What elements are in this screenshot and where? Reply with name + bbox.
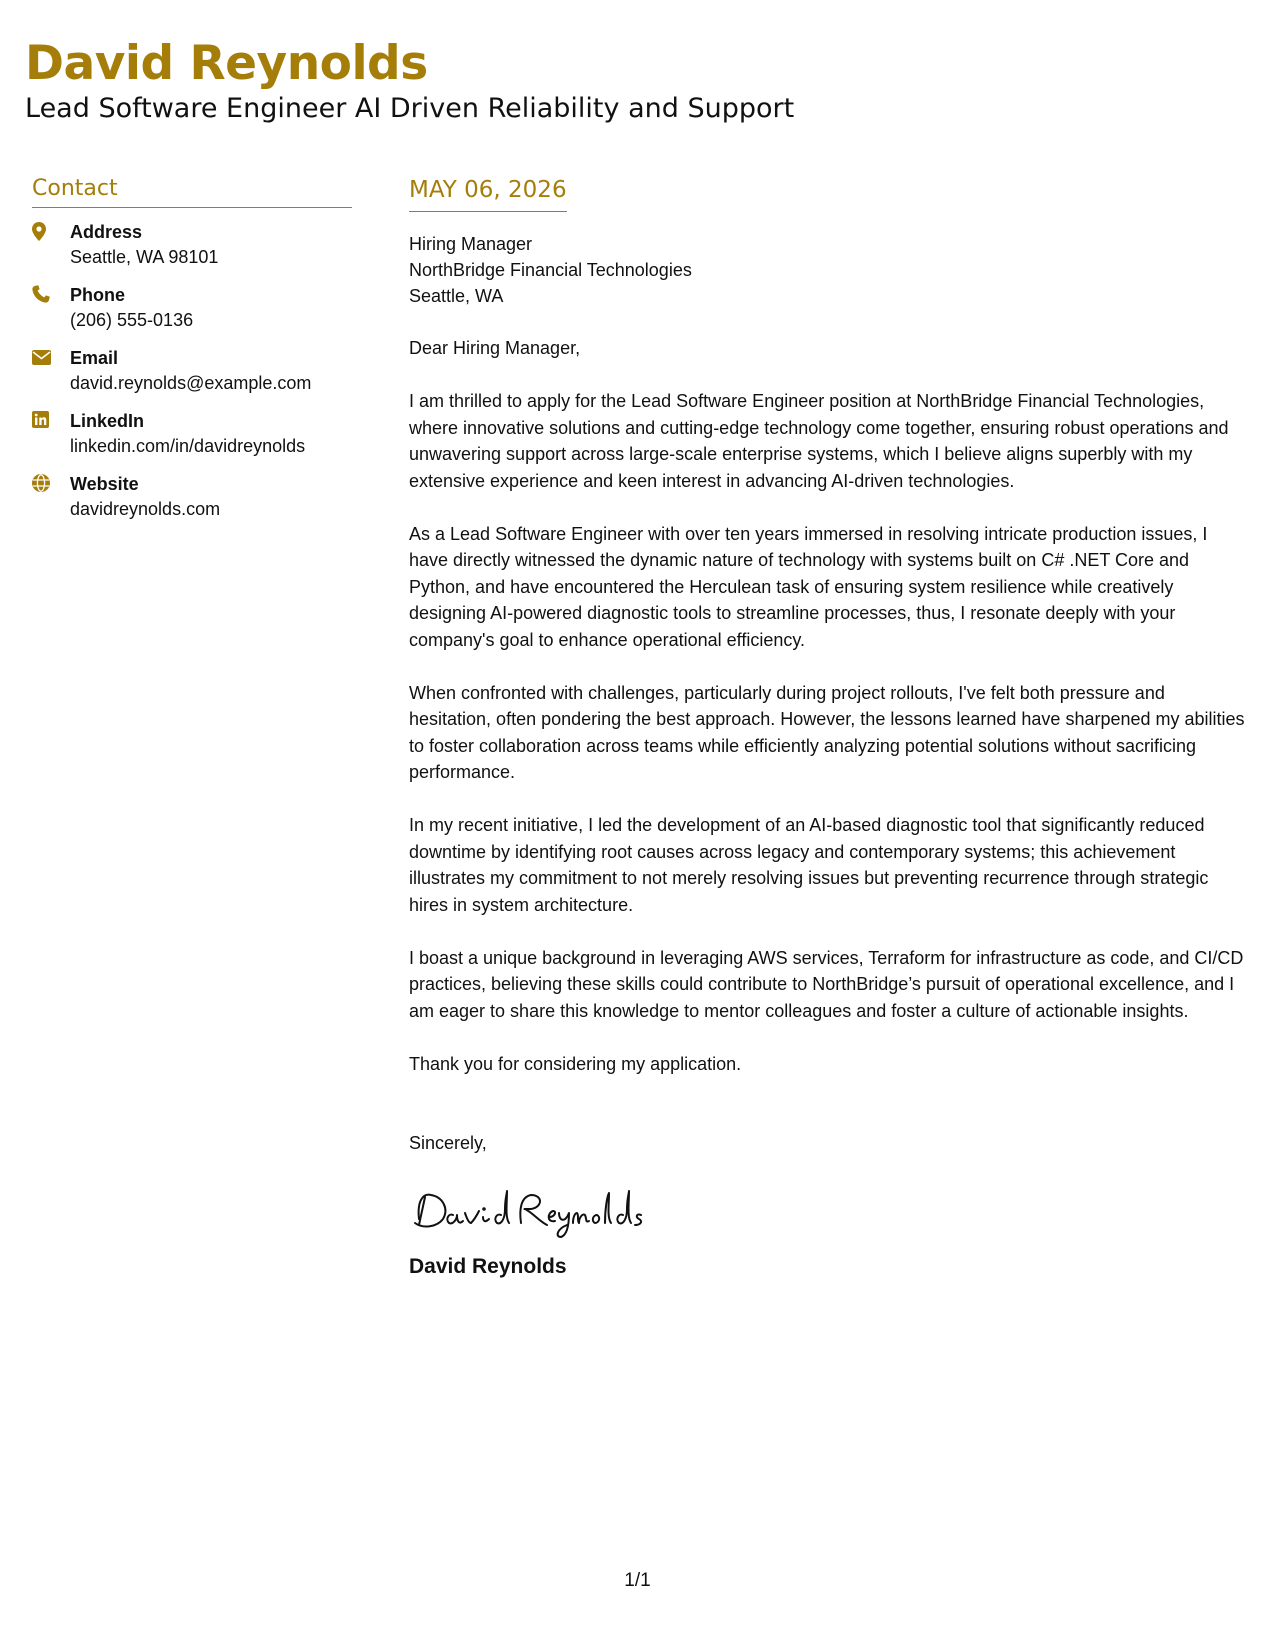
- contact-label: LinkedIn: [70, 411, 145, 431]
- contact-item-website: [32, 472, 352, 535]
- contact-value[interactable]: linkedin.com/in/davidreynolds: [70, 436, 306, 456]
- phone-icon: [32, 283, 70, 303]
- letter-body: [409, 175, 1249, 1281]
- recipient-line: NorthBridge Financial Technologies: [409, 260, 692, 280]
- contact-sidebar: [32, 175, 352, 535]
- linkedin-icon: [32, 409, 70, 428]
- contact-item-email: [32, 346, 352, 409]
- letter-date: MAY 06, 2026: [409, 177, 567, 203]
- contact-value[interactable]: davidreynolds.com: [70, 499, 221, 519]
- contact-value[interactable]: david.reynolds@example.com: [70, 373, 312, 393]
- page-number: 1/1: [624, 1570, 651, 1591]
- applicant-job-title: Lead Software Engineer AI Driven Reliability and Support: [25, 93, 795, 124]
- contact-item-address: [32, 220, 352, 283]
- contact-value: Seattle, WA 98101: [70, 247, 219, 267]
- handwritten-signature: [409, 1179, 1249, 1241]
- globe-icon: [32, 472, 70, 492]
- body-paragraph: In my recent initiative, I led the development of an AI-based diagnostic tool that significantly reduced downtime by identifying root causes across legacy and contemporary systems; this achievement illustrates my commitment to not merely resolving issues but preventing recurrence through strategic hires in system architecture.: [409, 815, 1209, 915]
- recipient-line: Hiring Manager: [409, 234, 533, 254]
- envelope-icon: [32, 346, 70, 365]
- contact-item-linkedin: [32, 409, 352, 472]
- contact-value: (206) 555-0136: [70, 310, 194, 330]
- contact-label: Address: [70, 222, 143, 242]
- body-paragraph: I boast a unique background in leveraging AWS services, Terraform for infrastructure as code, and CI/CD practices, believing these skills could contribute to NorthBridge’s pursuit of operational excellence, and I am eager to share this knowledge to mentor colleagues and foster a culture of actionable insights.: [409, 947, 1244, 1021]
- body-paragraph: When confronted with challenges, particularly during project rollouts, I've felt both pressure and hesitation, often pondering the best approach. However, the lessons learned have sharpened my abilities to foster collaboration across teams while efficiently analyzing potential solutions without sacrificing performance.: [409, 682, 1245, 782]
- map-pin-icon: [32, 220, 70, 241]
- contact-list: [32, 220, 352, 535]
- signed-name: David Reynolds: [409, 1254, 567, 1278]
- recipient-line: Seattle, WA: [409, 286, 504, 306]
- body-paragraph: Thank you for considering my application.: [409, 1053, 742, 1074]
- applicant-name: David Reynolds: [25, 36, 428, 91]
- contact-label: Email: [70, 348, 119, 368]
- date-block: [409, 175, 567, 212]
- body-paragraph: As a Lead Software Engineer with over ten years immersed in resolving intricate production issues, I have directly witnessed the dynamic nature of technology with systems built on C# .NET Core and Python, and have encountered the Herculean task of ensuring system resilience while creatively designing AI-powered diagnostic tools to streamline processes, thus, I resonate deeply with your company's goal to enhance operational efficiency.: [409, 523, 1208, 650]
- body-paragraph: I am thrilled to apply for the Lead Software Engineer position at NorthBridge Financial Technologies, where innovative solutions and cutting-edge technology come together, ensuring robust operations and unwavering support across large-scale enterprise systems, which I believe aligns superbly with my extensive experience and keen interest in advancing AI-driven technologies.: [409, 391, 1229, 491]
- contact-label: Website: [70, 474, 139, 494]
- contact-label: Phone: [70, 285, 126, 305]
- letter-header: [25, 36, 1245, 126]
- contact-heading: Contact: [32, 175, 352, 208]
- contact-item-phone: [32, 283, 352, 346]
- recipient-block: [409, 231, 1249, 309]
- salutation: Dear Hiring Manager,: [409, 338, 581, 358]
- closing: Sincerely,: [409, 1133, 487, 1153]
